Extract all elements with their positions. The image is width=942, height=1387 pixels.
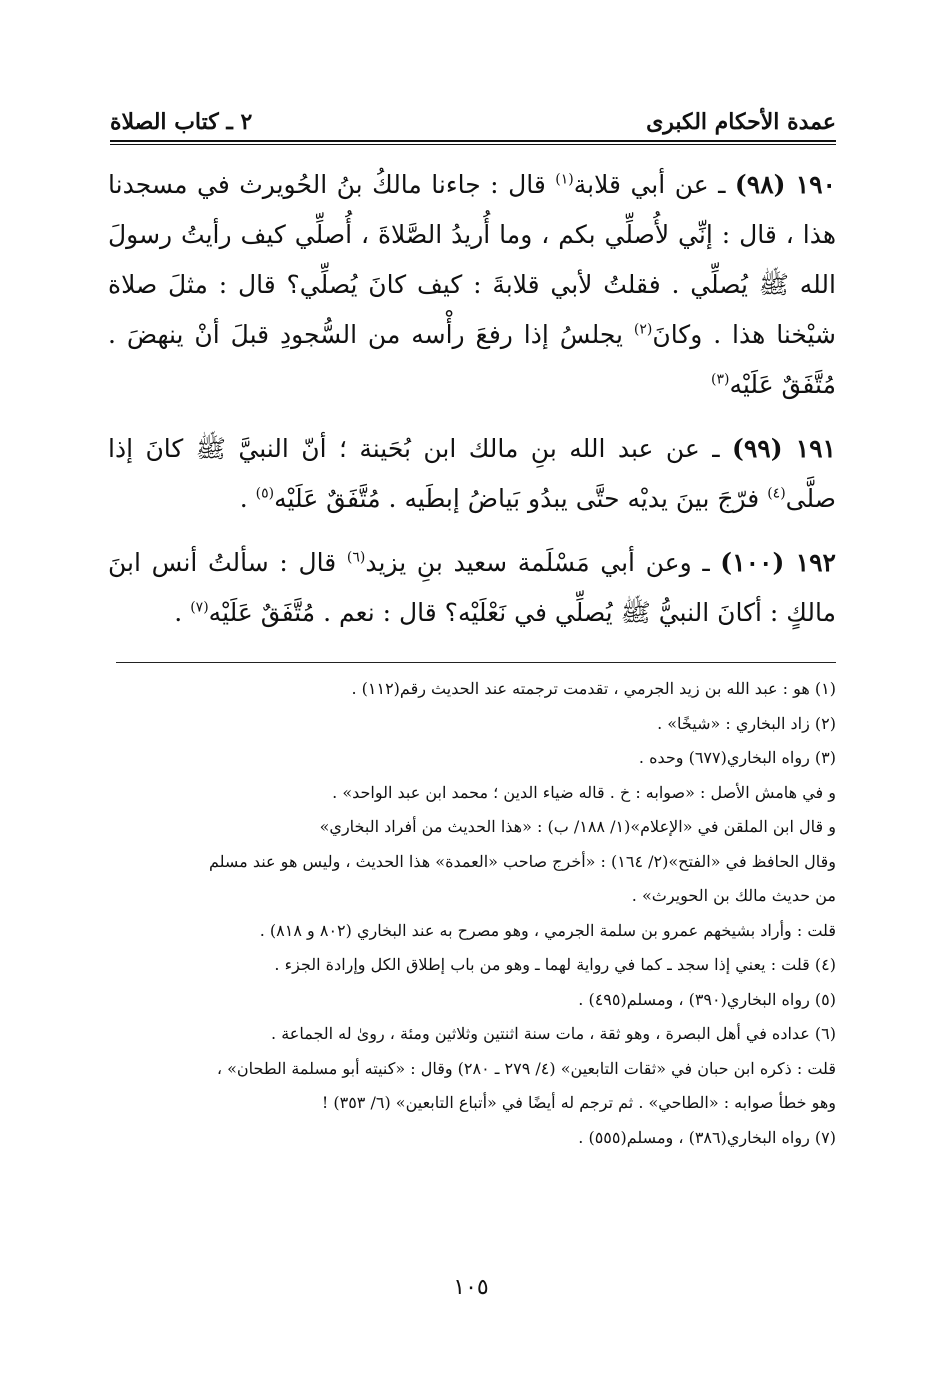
footnote-ref: (١)	[555, 171, 574, 188]
footnote: قلت : ذكره ابن حبان في «ثقات التابعين» (٤/ ٢٧٩ ـ ٢٨٠) وقال : «كنيته أبو مسلمة الطحان» ،	[216, 1058, 836, 1078]
footnote: و قال ابن الملقن في «الإعلام»(١/ ١٨٨/ ب) : «هذا الحديث من أفراد البخاري»	[319, 817, 836, 836]
footnote: (٣) رواه البخاري(٦٧٧) وحده .	[638, 748, 836, 767]
footnote-ref: (٧)	[190, 599, 209, 616]
footnote: (١) هو : عبد الله بن زيد الجرمي ، تقدمت ترجمته عند الحديث رقم(١١٢) .	[351, 679, 836, 698]
hadith-number: ١٩٠ (٩٨)	[734, 170, 836, 199]
footnote: من حديث مالك بن الحويرث» .	[631, 886, 836, 905]
page-number: ١٠٥	[453, 1275, 489, 1300]
hadith-text: .	[174, 598, 191, 627]
footnote-ref: (٥)	[255, 485, 275, 502]
header-divider-thin	[110, 144, 836, 145]
footnote-divider	[116, 662, 836, 663]
footnote: و في هامش الأصل : «صوابه : خ . قاله ضياء الدين ؛ محمد ابن عبد الواحد» .	[332, 782, 836, 802]
hadith-text: ـ عن عبد الله بنِ مالك ابن بُحَينة ؛ أنّ النبيَّ ﷺ كانَ إذا صلَّى	[108, 434, 836, 513]
hadith-192	[108, 538, 836, 638]
hadith-text: قال : جاءنا مالكُ بنُ الحُويرث في مسجدنا هذا ، قال : إنِّي لأُصلِّي بكم ، وما أُريدُ الصَّلاةَ ، أُصلِّي كيف رأيتُ رسولَ الله ﷺ يُصلِّي . فقلتُ لأبي قلابةَ : كيف كانَ يُصلِّي؟ قال : مثلَ صلاة شيْخنا هذا . وكانَ	[108, 170, 836, 349]
footnote: (٤) قلت : يعني إذا سجد ـ كما في رواية لهما ـ وهو من باب إطلاق الكل وإرادة الجزء .	[274, 955, 836, 974]
hadith-text: فرّجَ بينَ يديْه حتَّى يبدُو بَياضُ إبطَيه . مُتَّفَقٌ عَلَيْه	[274, 484, 768, 513]
running-header	[110, 95, 836, 135]
footnotes	[108, 672, 836, 1155]
hadith-191	[108, 424, 836, 524]
footnote: قلت : وأراد بشيخهم عمرو بن سلمة الجرمي ، وهو مصرح به عند البخاري (٨٠٢ و ٨١٨) .	[259, 920, 836, 940]
footnote: (٥) رواه البخاري(٣٩٠) ، ومسلم(٤٩٥) .	[578, 989, 836, 1009]
header-divider	[110, 140, 836, 142]
footnote-ref: (٤)	[767, 485, 786, 502]
footnote-ref: (٣)	[711, 371, 730, 388]
hadith-text: .	[239, 484, 256, 513]
hadith-text: ـ وعن أبي مَسْلَمة سعيد بنِ يزيد	[365, 548, 721, 577]
book-title: عمدة الأحكام الكبرى	[646, 109, 836, 135]
hadith-text: ـ عن أبي قلابة	[573, 170, 735, 199]
footnote-ref: (٦)	[346, 549, 366, 566]
footnote: (٦) عداده في أهل البصرة ، وهو ثقة ، مات سنة اثنتين وثلاثين ومئة ، روىٰ له الجماعة .	[271, 1024, 836, 1043]
chapter-title: ٢ ـ كتاب الصلاة	[110, 109, 253, 135]
footnote: (٢) زاد البخاري : «شيخًا» .	[657, 713, 836, 733]
footnote: وهو خطأ صوابه : «الطاحي» . ثم ترجم له أيضًا في «أتباع التابعين» (٦/ ٣٥٣) !	[321, 1093, 836, 1112]
footnote: وقال الحافظ في «الفتح»(٢/ ١٦٤) : «أخرج صاحب «العمدة» هذا الحديث ، وليس هو عند مسلم	[208, 851, 836, 871]
hadith-text: يجلسُ إذا رفعَ رأْسه من السُّجودِ قبلَ أنْ ينهضَ . مُتَّفَقٌ عَلَيْه	[108, 320, 836, 399]
main-text	[108, 160, 836, 652]
footnote-ref: (٢)	[633, 321, 653, 338]
hadith-number: ١٩٢ (١٠٠)	[720, 548, 836, 577]
hadith-190	[108, 160, 836, 410]
hadith-number: ١٩١ (٩٩)	[731, 434, 836, 463]
footnote: (٧) رواه البخاري(٣٨٦) ، ومسلم(٥٥٥) .	[578, 1127, 836, 1147]
hadith-text: قال : سألتُ أنس ابنَ مالكٍ : أكانَ النبيُّ ﷺ يُصلِّي في نَعْلَيْه؟ قال : نعم . مُتَّفَقٌ عَلَيْه	[108, 548, 836, 627]
